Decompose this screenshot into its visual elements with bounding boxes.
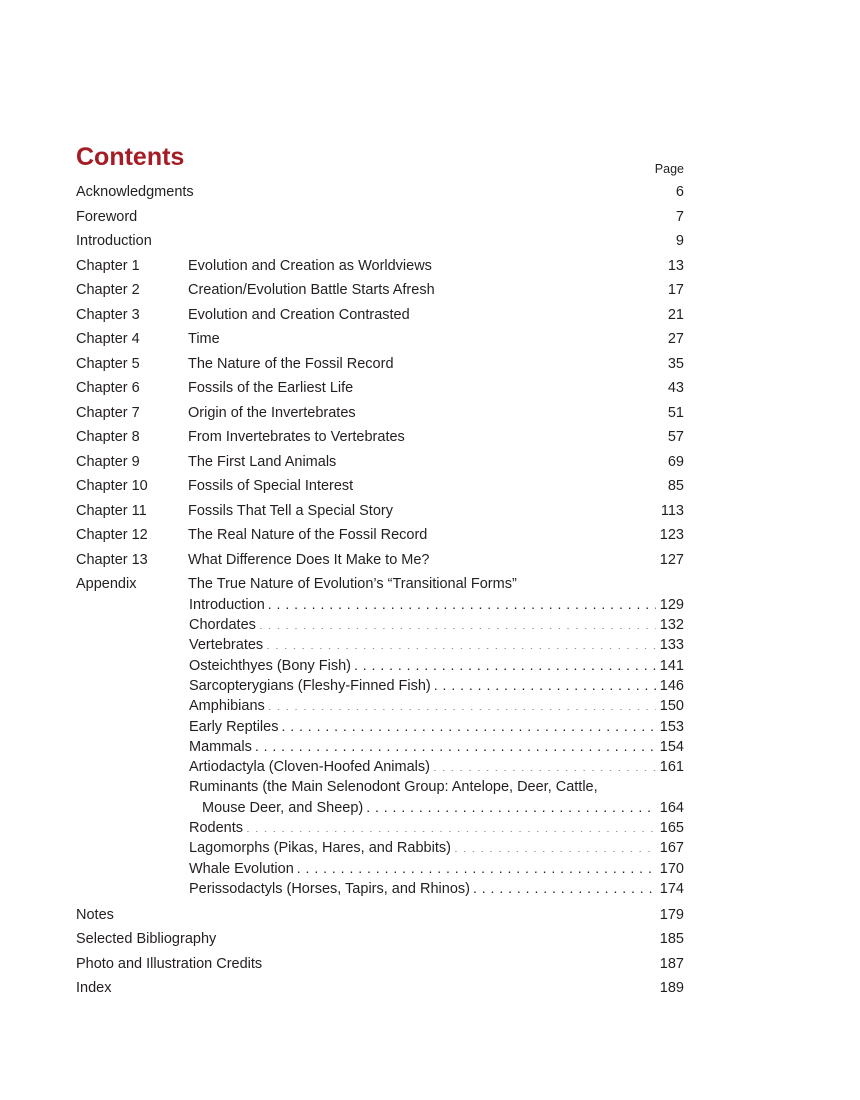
dot-leader bbox=[246, 818, 656, 833]
dot-leader bbox=[117, 904, 656, 919]
entry-page-number: 185 bbox=[659, 931, 684, 948]
dot-leader bbox=[268, 696, 656, 711]
entry-title: Acknowledgments bbox=[76, 184, 194, 200]
chapter-label: Chapter 6 bbox=[76, 380, 140, 396]
appendix-title: The True Nature of Evolution’s “Transitional Forms” bbox=[188, 576, 517, 592]
entry-title: From Invertebrates to Vertebrates bbox=[188, 429, 405, 445]
entry-page-number: 170 bbox=[659, 860, 684, 877]
entry-title: Perissodactyls (Horses, Tapirs, and Rhinos) bbox=[189, 880, 470, 897]
entry-page-number: 57 bbox=[667, 429, 684, 445]
toc-entry-chapter-5[interactable] bbox=[76, 352, 684, 377]
entry-title: Mouse Deer, and Sheep) bbox=[202, 799, 364, 816]
chapter-label: Chapter 9 bbox=[76, 453, 140, 470]
entry-page-number: 6 bbox=[675, 184, 684, 200]
entry-title: Amphibians bbox=[189, 698, 265, 715]
dot-leader bbox=[435, 255, 664, 270]
entry-page-number: 13 bbox=[667, 257, 684, 274]
dot-leader bbox=[433, 757, 656, 772]
table-of-contents bbox=[76, 180, 684, 1001]
chapter-label: Chapter 8 bbox=[76, 429, 140, 445]
chapter-label: Chapter 5 bbox=[76, 355, 140, 372]
page-column-label: Page bbox=[654, 162, 684, 176]
dot-leader bbox=[454, 838, 656, 853]
toc-entry-chapter-13[interactable] bbox=[76, 548, 684, 573]
entry-page-number: 154 bbox=[659, 738, 684, 755]
entry-page-number: 113 bbox=[660, 502, 684, 519]
entry-page-number: 127 bbox=[659, 551, 684, 568]
entry-title: Introduction bbox=[76, 233, 152, 249]
toc-subentry-vertebrates[interactable] bbox=[76, 635, 684, 655]
toc-entry-selected-bibliography[interactable] bbox=[76, 927, 684, 952]
entry-title: Artiodactyla (Cloven-Hoofed Animals) bbox=[189, 759, 430, 776]
entry-page-number: 167 bbox=[659, 840, 684, 857]
entry-page-number: 165 bbox=[659, 820, 684, 837]
toc-entry-chapter-3[interactable] bbox=[76, 303, 684, 328]
dot-leader bbox=[397, 353, 664, 368]
chapter-label: Chapter 10 bbox=[76, 478, 148, 494]
dot-leader bbox=[281, 716, 655, 731]
entry-title: The Real Nature of the Fossil Record bbox=[188, 527, 428, 543]
entry-page-number: 179 bbox=[659, 906, 684, 923]
entry-title: Photo and Illustration Credits bbox=[76, 955, 263, 972]
entry-page-number: 43 bbox=[667, 380, 684, 396]
toc-entry-chapter-12[interactable] bbox=[76, 523, 684, 548]
dot-leader bbox=[255, 736, 656, 751]
dot-leader bbox=[430, 525, 655, 540]
contents-page bbox=[76, 140, 684, 1001]
entry-title: Fossils That Tell a Special Story bbox=[188, 502, 393, 519]
entry-title: The First Land Animals bbox=[188, 453, 337, 470]
entry-title: Vertebrates bbox=[189, 637, 264, 654]
entry-page-number: 7 bbox=[675, 208, 684, 225]
entry-title: Lagomorphs (Pikas, Hares, and Rabbits) bbox=[189, 840, 451, 857]
dot-leader bbox=[433, 549, 656, 564]
toc-subentry-introduction[interactable] bbox=[76, 594, 684, 614]
toc-subentry-mammals[interactable] bbox=[76, 736, 684, 756]
dot-leader bbox=[114, 978, 655, 993]
chapter-label: Chapter 13 bbox=[76, 551, 148, 568]
dot-leader bbox=[265, 953, 656, 968]
entry-title: Evolution and Creation Contrasted bbox=[188, 306, 410, 323]
toc-subentry-sarcopterygians[interactable] bbox=[76, 675, 684, 695]
toc-entry-index[interactable] bbox=[76, 976, 684, 1001]
dot-leader bbox=[197, 182, 672, 197]
entry-page-number: 129 bbox=[659, 596, 684, 613]
entry-title: Fossils of Special Interest bbox=[188, 478, 354, 494]
toc-subentry-amphibians[interactable] bbox=[76, 696, 684, 716]
toc-subentry-early-reptiles[interactable] bbox=[76, 716, 684, 736]
entry-page-number: 174 bbox=[659, 880, 684, 897]
chapter-label: Chapter 3 bbox=[76, 306, 140, 323]
entry-title: Evolution and Creation as Worldviews bbox=[188, 257, 432, 274]
entry-page-number: 85 bbox=[667, 478, 684, 494]
chapter-label: Chapter 2 bbox=[76, 282, 140, 298]
dot-leader bbox=[396, 500, 657, 515]
dot-leader bbox=[434, 675, 656, 690]
chapter-label: Chapter 12 bbox=[76, 527, 148, 543]
entry-title: Index bbox=[76, 980, 112, 997]
entry-title: Selected Bibliography bbox=[76, 931, 217, 948]
toc-entry-chapter-1[interactable] bbox=[76, 254, 684, 279]
entry-page-number: 21 bbox=[667, 306, 684, 323]
toc-subentry-whale-evolution[interactable] bbox=[76, 858, 684, 878]
entry-title: Rodents bbox=[189, 820, 244, 837]
dot-leader bbox=[473, 878, 656, 893]
dot-leader bbox=[268, 594, 656, 609]
dot-leader bbox=[140, 206, 672, 221]
toc-subentry-ruminants[interactable] bbox=[76, 797, 684, 817]
appendix-label: Appendix bbox=[76, 576, 137, 592]
dot-leader bbox=[408, 427, 664, 442]
toc-subentry-lagomorphs[interactable] bbox=[76, 838, 684, 858]
entry-page-number: 146 bbox=[659, 677, 684, 694]
toc-entry-chapter-6[interactable] bbox=[76, 376, 684, 401]
toc-subentry-rodents[interactable] bbox=[76, 818, 684, 838]
entry-title: The Nature of the Fossil Record bbox=[188, 355, 394, 372]
entry-title: Mammals bbox=[189, 738, 252, 755]
toc-subentry-osteichthyes[interactable] bbox=[76, 655, 684, 675]
toc-entry-acknowledgments[interactable] bbox=[76, 180, 684, 205]
entry-page-number: 35 bbox=[667, 355, 684, 372]
toc-entry-foreword[interactable] bbox=[76, 205, 684, 230]
toc-entry-chapter-11[interactable] bbox=[76, 499, 684, 524]
toc-subentry-ruminants-line1[interactable]: Ruminants (the Main Selenodont Group: Antelope, Deer, Cattle, bbox=[189, 778, 598, 795]
dot-leader bbox=[155, 231, 672, 246]
entry-page-number: 123 bbox=[659, 527, 684, 543]
dot-leader bbox=[219, 929, 656, 944]
chapter-label: Chapter 11 bbox=[76, 502, 147, 519]
dot-leader bbox=[359, 402, 664, 417]
entry-title: Creation/Evolution Battle Starts Afresh bbox=[188, 282, 435, 298]
toc-entry-chapter-7[interactable] bbox=[76, 401, 684, 426]
entry-page-number: 187 bbox=[659, 955, 684, 972]
entry-title: Origin of the Invertebrates bbox=[188, 404, 356, 421]
dot-leader bbox=[339, 451, 664, 466]
toc-subentry-perissodactyls[interactable] bbox=[76, 878, 684, 898]
entry-title: What Difference Does It Make to Me? bbox=[188, 551, 430, 568]
dot-leader bbox=[354, 655, 656, 670]
entry-page-number: 9 bbox=[675, 233, 684, 249]
entry-title: Time bbox=[188, 331, 220, 347]
dot-leader bbox=[366, 797, 656, 812]
entry-title: Foreword bbox=[76, 208, 138, 225]
entry-page-number: 164 bbox=[659, 799, 684, 816]
chapter-label: Chapter 1 bbox=[76, 257, 140, 274]
chapter-label: Chapter 4 bbox=[76, 331, 140, 347]
dot-leader bbox=[438, 280, 664, 295]
toc-entry-notes[interactable] bbox=[76, 903, 684, 928]
entry-title: Fossils of the Earliest Life bbox=[188, 380, 354, 396]
toc-entry-chapter-4[interactable] bbox=[76, 327, 684, 352]
toc-entry-chapter-2[interactable] bbox=[76, 278, 684, 303]
chapter-label: Chapter 7 bbox=[76, 404, 140, 421]
toc-entry-introduction[interactable] bbox=[76, 229, 684, 254]
entry-page-number: 153 bbox=[659, 718, 684, 735]
dot-leader bbox=[413, 304, 664, 319]
entry-page-number: 51 bbox=[667, 404, 684, 421]
toc-subentry-chordates[interactable] bbox=[76, 615, 684, 635]
toc-entry-chapter-10[interactable] bbox=[76, 474, 684, 499]
entry-page-number: 17 bbox=[667, 282, 684, 298]
toc-entry-appendix[interactable] bbox=[76, 574, 684, 594]
dot-leader bbox=[259, 615, 656, 630]
entry-title: Notes bbox=[76, 906, 114, 923]
toc-entry-chapter-8[interactable] bbox=[76, 425, 684, 450]
entry-title: Chordates bbox=[189, 617, 256, 634]
entry-page-number: 150 bbox=[659, 698, 684, 715]
page-title: Contents bbox=[76, 143, 185, 171]
dot-leader bbox=[297, 858, 656, 873]
entry-page-number: 189 bbox=[659, 980, 684, 997]
dot-leader bbox=[223, 329, 664, 344]
entry-title: Whale Evolution bbox=[189, 860, 294, 877]
entry-title: Early Reptiles bbox=[189, 718, 279, 735]
toc-entry-chapter-9[interactable] bbox=[76, 450, 684, 475]
entry-title: Introduction bbox=[189, 596, 265, 613]
toc-subentry-artiodactyla[interactable] bbox=[76, 757, 684, 777]
dot-leader bbox=[356, 378, 664, 393]
toc-entry-photo-credits[interactable] bbox=[76, 952, 684, 977]
entry-page-number: 69 bbox=[667, 453, 684, 470]
entry-title: Sarcopterygians (Fleshy-Finned Fish) bbox=[189, 677, 431, 694]
entry-page-number: 132 bbox=[659, 617, 684, 634]
entry-page-number: 161 bbox=[659, 759, 684, 776]
dot-leader bbox=[266, 635, 656, 650]
entry-page-number: 27 bbox=[667, 331, 684, 347]
entry-page-number: 141 bbox=[659, 657, 684, 674]
entry-title: Osteichthyes (Bony Fish) bbox=[189, 657, 351, 674]
entry-page-number: 133 bbox=[659, 637, 684, 654]
dot-leader bbox=[356, 476, 664, 491]
